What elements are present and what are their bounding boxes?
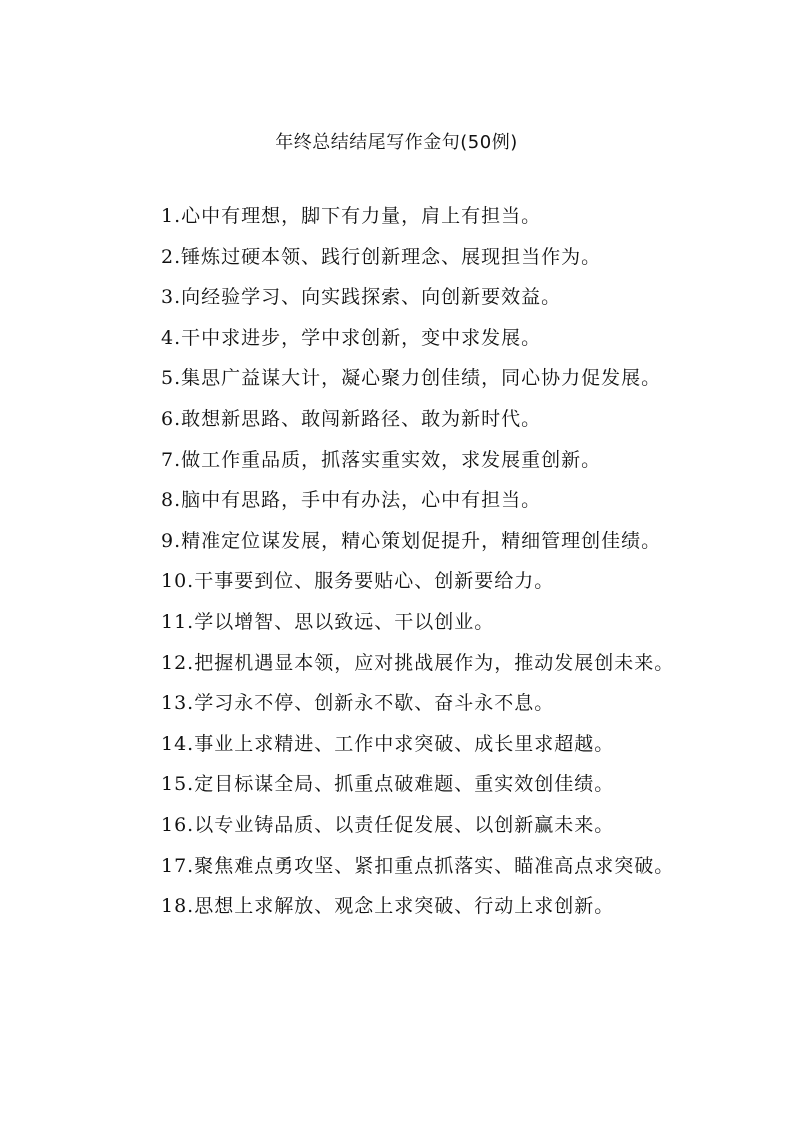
list-item: 13.学习永不停、创新永不歇、奋斗永不息。 — [161, 692, 555, 715]
list-item: 15.定目标谋全局、抓重点破难题、重实效创佳绩。 — [161, 773, 615, 796]
list-item: 17.聚焦难点勇攻坚、紧扣重点抓落实、瞄准高点求突破。 — [161, 854, 675, 877]
list-item: 16.以专业铸品质、以责任促发展、以创新赢未来。 — [161, 813, 615, 836]
list-item: 3.向经验学习、向实践探索、向创新要效益。 — [161, 286, 562, 309]
list-item: 5.集思广益谋大计，凝心聚力创佳绩，同心协力促发展。 — [161, 367, 662, 390]
list-item: 11.学以增智、思以致远、干以创业。 — [161, 610, 495, 633]
list-item: 7.做工作重品质，抓落实重实效，求发展重创新。 — [161, 448, 602, 471]
list-item: 14.事业上求精进、工作中求突破、成长里求超越。 — [161, 732, 615, 755]
list-item: 12.把握机遇显本领，应对挑战展作为，推动发展创未来。 — [161, 651, 675, 674]
list-item: 10.干事要到位、服务要贴心、创新要给力。 — [161, 570, 555, 593]
list-item: 18.思想上求解放、观念上求突破、行动上求创新。 — [161, 895, 615, 918]
sentence-list — [118, 196, 678, 927]
list-item: 8.脑中有思路，手中有办法，心中有担当。 — [161, 489, 542, 512]
list-item: 1.心中有理想，脚下有力量，肩上有担当。 — [161, 205, 542, 227]
document-title: 年终总结结尾写作金句(50例) — [275, 132, 518, 153]
list-item: 9.精准定位谋发展，精心策划促提升，精细管理创佳绩。 — [161, 529, 662, 552]
list-item: 2.锤炼过硬本领、践行创新理念、展现担当作为。 — [161, 245, 602, 268]
list-item: 6.敢想新思路、敢闯新路径、敢为新时代。 — [161, 407, 542, 430]
list-item: 4.干中求进步，学中求创新，变中求发展。 — [161, 326, 542, 349]
